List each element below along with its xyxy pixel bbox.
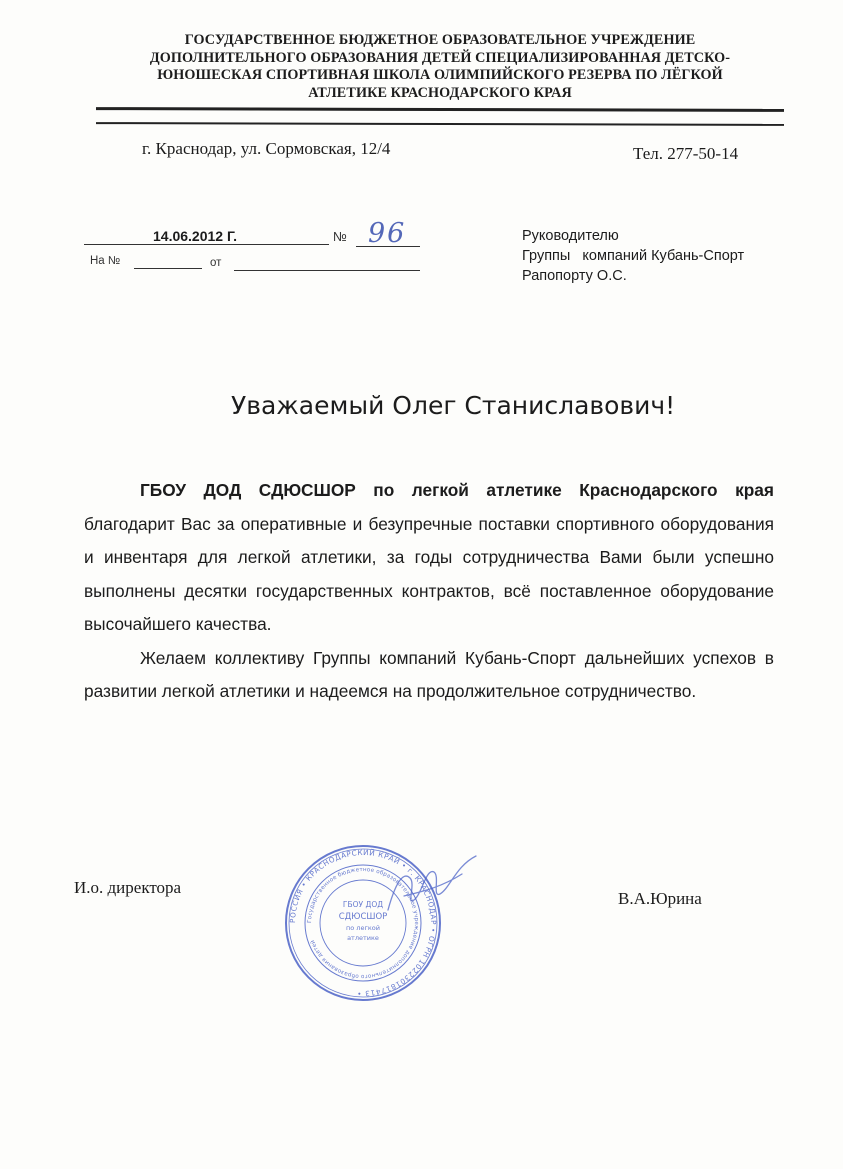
org-line-1: ГОСУДАРСТВЕННОЕ БЮДЖЕТНОЕ ОБРАЗОВАТЕЛЬНОЕ УЧРЕЖДЕНИЕ — [184, 32, 696, 48]
phone: Тел. 277-50-14 — [633, 144, 739, 163]
reply-number-underline — [134, 268, 202, 269]
recipient-line-1: Руководителю — [522, 228, 619, 244]
seal-center-line-1: ГБОУ ДОД — [342, 900, 384, 909]
seal-outer-text: РОССИЯ • КРАСНОДАРСКИЙ КРАЙ • г. КРАСНОДАР • ОГРН 1022301817413 • — [287, 847, 439, 999]
paragraph-1 — [84, 474, 774, 642]
date-underline — [84, 244, 329, 245]
number-label: № — [333, 229, 347, 244]
header-rule-thin — [96, 122, 784, 125]
address: г. Краснодар, ул. Сормовская, 12/4 — [142, 139, 391, 158]
org-line-2: ДОПОЛНИТЕЛЬНОГО ОБРАЗОВАНИЯ ДЕТЕЙ СПЕЦИАЛИЗИРОВАННАЯ ДЕТСКО- — [149, 49, 731, 66]
recipient-line-3: Рапопорту О.С. — [522, 268, 627, 284]
paragraph-1-bold: ГБОУ ДОД СДЮСШОР по легкой атлетике Краснодарского края — [140, 480, 774, 500]
reply-date-underline — [234, 270, 420, 271]
reply-label: На № — [90, 255, 121, 267]
seal-inner-text: Государственное бюджетное образовательное учреждение дополнительного образования детей — [306, 866, 420, 980]
header-rule-thick — [96, 107, 784, 112]
paragraph-1-text: благодарит Вас за оперативные и безупречные поставки спортивного оборудования и инвентаря для легкой атлетики, за годы сотрудничества Вами были успешно выполнены десятки государственных контрактов, всё поставленное оборудование высочайшего качества. — [84, 513, 774, 634]
outgoing-number: 96 — [368, 218, 407, 249]
letter-body — [84, 474, 774, 709]
org-line-3: ЮНОШЕСКАЯ СПОРТИВНАЯ ШКОЛА ОЛИМПИЙСКОГО РЕЗЕРВА ПО ЛЁГКОЙ — [157, 67, 723, 83]
outgoing-date: 14.06.2012 Г. — [153, 228, 238, 244]
organization-header — [110, 32, 770, 102]
org-line-4: АТЛЕТИКЕ КРАСНОДАРСКОГО КРАЯ — [308, 84, 572, 101]
signatory-role: И.о. директора — [74, 878, 182, 897]
recipient-line-2: Группы компаний Кубань-Спорт — [522, 248, 745, 264]
greeting: Уважаемый Олег Станиславович! — [231, 391, 676, 420]
handwritten-signature — [380, 848, 480, 928]
seal-center-line-4: атлетике — [347, 934, 379, 942]
signatory-name: В.А.Юрина — [618, 889, 702, 908]
recipient-block — [522, 226, 744, 286]
seal-center-line-2: СДЮСШОР — [338, 912, 388, 922]
paragraph-2: Желаем коллективу Группы компаний Кубань-Спорт дальнейших успехов в развитии легкой атлетики и надеемся на продолжительное сотрудничество. — [84, 647, 774, 701]
seal-center-line-3: по легкой — [346, 924, 380, 932]
from-label: от — [210, 257, 222, 269]
